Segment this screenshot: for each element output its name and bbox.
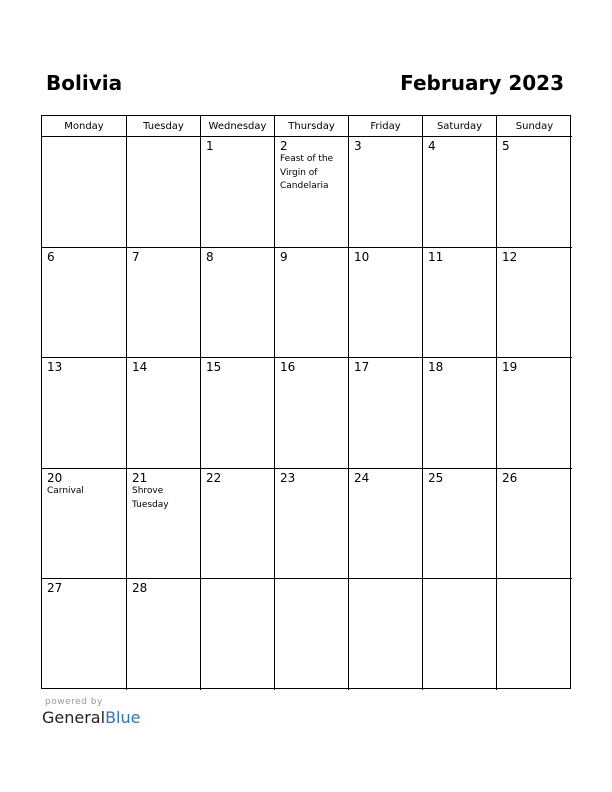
weekday-header-friday: Friday	[349, 116, 423, 137]
day-cell[interactable]	[42, 469, 127, 579]
day-cell[interactable]	[423, 579, 497, 690]
holiday-label: Shrove Tuesday	[132, 486, 169, 510]
logo-general-text: General	[42, 708, 106, 727]
day-cell[interactable]	[497, 469, 572, 579]
day-cell[interactable]	[349, 248, 423, 358]
day-number: 7	[132, 250, 140, 264]
day-number: 9	[280, 250, 288, 264]
day-cell[interactable]	[42, 579, 127, 690]
day-cell[interactable]	[127, 248, 201, 358]
day-cell[interactable]	[42, 137, 127, 248]
holiday-label: Carnival	[47, 486, 84, 496]
day-number: 4	[428, 139, 436, 153]
day-number: 3	[354, 139, 362, 153]
day-number: 21	[132, 471, 148, 485]
day-number: 16	[280, 360, 296, 374]
day-cell[interactable]	[42, 248, 127, 358]
weekday-header-thursday: Thursday	[275, 116, 349, 137]
weekday-header-saturday: Saturday	[423, 116, 497, 137]
day-cell[interactable]	[497, 248, 572, 358]
day-number: 5	[502, 139, 510, 153]
day-cell[interactable]	[127, 469, 201, 579]
day-number: 18	[428, 360, 444, 374]
day-cell[interactable]	[349, 579, 423, 690]
day-cell[interactable]	[423, 358, 497, 469]
day-number: 11	[428, 250, 444, 264]
day-number: 26	[502, 471, 518, 485]
holiday-label: Feast of the Virgin of Candelaria	[280, 154, 334, 191]
day-number: 28	[132, 581, 148, 595]
day-number: 14	[132, 360, 148, 374]
day-cell[interactable]	[275, 469, 349, 579]
day-number: 27	[47, 581, 63, 595]
generalblue-logo[interactable]	[42, 708, 140, 727]
day-cell[interactable]	[201, 358, 275, 469]
day-cell[interactable]	[127, 579, 201, 690]
day-cell[interactable]	[127, 358, 201, 469]
day-cell[interactable]	[201, 137, 275, 248]
calendar-grid	[41, 115, 571, 689]
day-number: 24	[354, 471, 370, 485]
weekday-header-wednesday: Wednesday	[201, 116, 275, 137]
day-number: 13	[47, 360, 63, 374]
day-cell[interactable]	[275, 137, 349, 248]
day-number: 17	[354, 360, 370, 374]
day-cell[interactable]	[201, 469, 275, 579]
day-cell[interactable]	[275, 579, 349, 690]
day-number: 6	[47, 250, 55, 264]
day-cell[interactable]	[349, 358, 423, 469]
day-cell[interactable]	[497, 137, 572, 248]
day-number: 10	[354, 250, 370, 264]
day-cell[interactable]	[349, 137, 423, 248]
day-number: 15	[206, 360, 222, 374]
day-number: 22	[206, 471, 222, 485]
day-number: 23	[280, 471, 296, 485]
day-cell[interactable]	[42, 358, 127, 469]
day-cell[interactable]	[497, 358, 572, 469]
country-title: Bolivia	[46, 71, 123, 95]
weekday-header-sunday: Sunday	[497, 116, 572, 137]
day-number: 8	[206, 250, 214, 264]
day-number: 19	[502, 360, 518, 374]
day-cell[interactable]	[127, 137, 201, 248]
logo-blue-text: Blue	[105, 708, 141, 727]
day-number: 12	[502, 250, 518, 264]
day-number: 25	[428, 471, 444, 485]
day-cell[interactable]	[201, 248, 275, 358]
powered-by-text: powered by	[45, 697, 103, 707]
weekday-header-monday: Monday	[42, 116, 127, 137]
day-cell[interactable]	[275, 358, 349, 469]
day-number: 2	[280, 139, 288, 153]
day-cell[interactable]	[349, 469, 423, 579]
day-cell[interactable]	[201, 579, 275, 690]
month-title: February 2023	[400, 71, 564, 95]
day-number: 20	[47, 471, 63, 485]
day-cell[interactable]	[275, 248, 349, 358]
day-cell[interactable]	[497, 579, 572, 690]
day-cell[interactable]	[423, 248, 497, 358]
day-cell[interactable]	[423, 469, 497, 579]
day-number: 1	[206, 139, 214, 153]
weekday-header-tuesday: Tuesday	[127, 116, 201, 137]
day-cell[interactable]	[423, 137, 497, 248]
